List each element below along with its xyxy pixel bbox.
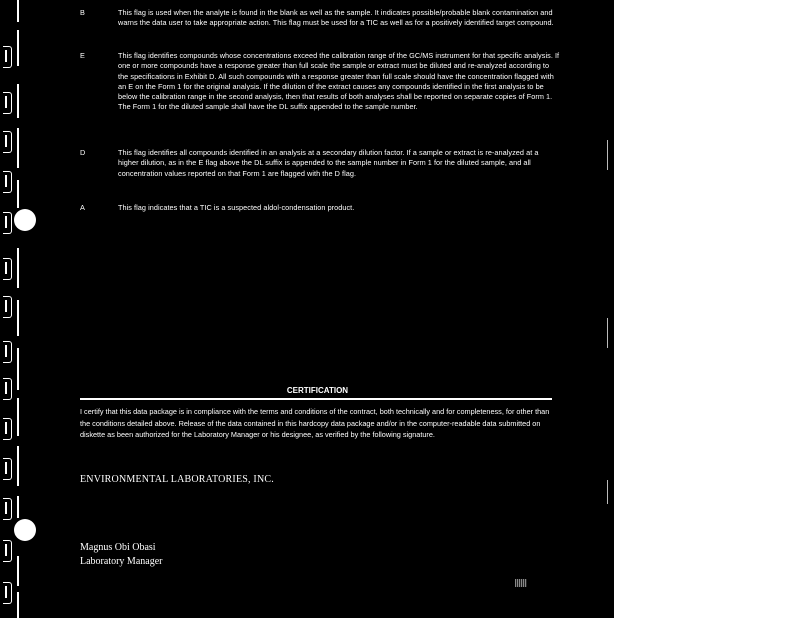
signer-name: Magnus Obi Obasi [80,542,156,553]
binder-line [17,556,19,586]
binder-tab [3,498,12,520]
binder-line [17,248,19,288]
binder-edge [0,0,40,618]
binder-tab [3,131,12,153]
binder-tab [3,341,12,363]
flag-code: A [80,203,85,212]
binder-line [17,0,19,22]
company-name: ENVIRONMENTAL LABORATORIES, INC. [80,474,274,485]
binder-tab [3,378,12,400]
certification-text: I certify that this data package is in compliance with the terms and conditions of the contract, both technically and for completeness, for other than the conditions detailed above. Release of the data contained in this hardcopy data package and/or in the computer-readable data submitted on diskette as been authorized for the Laboratory Manager or his designee, as verified by the following signature. [80,407,550,439]
flag-description: This flag indicates that a TIC is a suspected aldol-condensation product. [118,203,355,212]
binder-tab [3,540,12,562]
binder-line [17,180,19,208]
flag-code: E [80,51,85,60]
binder-line [17,496,19,518]
scan-edge-mark [607,318,608,348]
binder-tab [3,418,12,440]
flag-code: D [80,148,86,157]
binder-line [17,128,19,168]
flag-description: This flag identifies compounds whose concentrations exceed the calibration range of the GC/MS instrument for that specific analysis. If one or more compounds have a response greater than full scale the sample or extract must be diluted and re-analyzed according to the specifications in Exhibit D. All such compounds with a response greater than full scale should have the concentration flagged with an E on the Form 1 for the original analysis. If the dilution of the extract causes any compounds identified in the first analysis to be below the calibration range in the second analysis, then that results of both analyses shall be reported on separate copies of Form 1. The Form 1 for the diluted sample shall have the DL suffix appended to the sample number. [118,51,560,112]
binder-tab [3,46,12,68]
binder-line [17,30,19,66]
binder-line [17,348,19,390]
scan-edge-mark [607,140,608,170]
binder-tab [3,171,12,193]
binder-tab [3,296,12,318]
binder-line [17,592,19,618]
binder-tab [3,92,12,114]
binder-tab [3,582,12,604]
certification-divider [80,398,552,400]
binder-line [17,84,19,118]
scan-edge-mark [607,480,608,504]
certification-title: CERTIFICATION [286,386,349,395]
binder-tab [3,212,12,234]
binder-line [17,398,19,436]
flag-description: This flag identifies all compounds identified in an analysis at a secondary dilution factor. If a sample or extract is re-analyzed at a higher dilution, as in the E flag above the DL suffix is appended to the sample number in Form 1 for the diluted sample, and all concentration values reported on that Form 1 are flagged with the D flag. [118,148,539,178]
binder-line [17,300,19,336]
binder-tab [3,258,12,280]
binder-tab [3,458,12,480]
binder-hole [14,519,36,541]
binder-line [17,446,19,486]
flag-description: This flag is used when the analyte is found in the blank as well as the sample. It indicates possible/probable blank contamination and warns the data user to take appropriate action. This flag must be used for a TIC as well as for a positively identified target compound. [118,8,554,28]
binder-hole [14,209,36,231]
signer-title: Laboratory Manager [80,556,163,567]
page-stamp [515,579,527,587]
flag-code: B [80,8,85,17]
